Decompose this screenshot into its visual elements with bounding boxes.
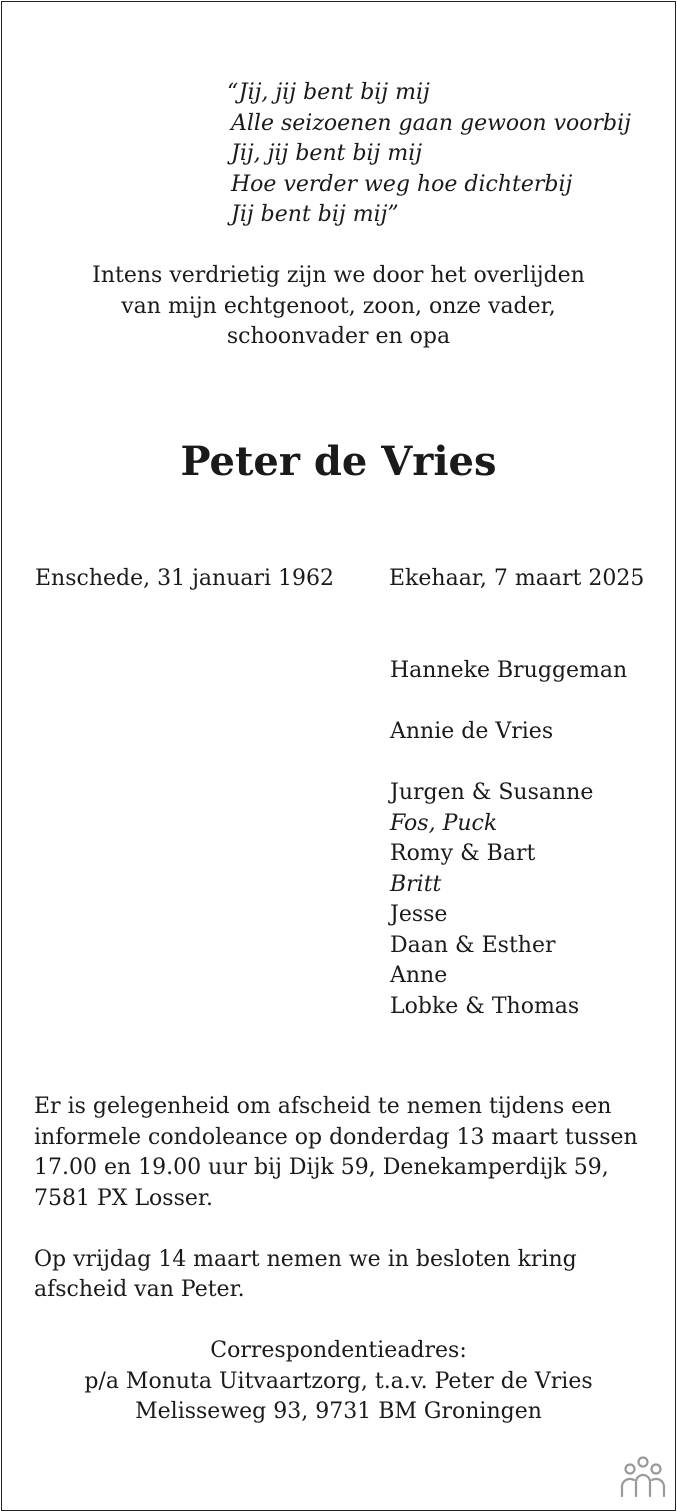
poem-line: Jij, jij bent bij mij bbox=[231, 141, 423, 166]
condolence-line: 17.00 en 19.00 uur bij Dijk 59, Denekamperdijk 59, bbox=[34, 1155, 609, 1180]
intro-text bbox=[0, 261, 677, 353]
people-group-icon bbox=[618, 1456, 668, 1498]
farewell-line: Op vrijdag 14 maart nemen we in besloten kring bbox=[34, 1246, 577, 1272]
death-place-date: Ekehaar, 7 maart 2025 bbox=[389, 566, 645, 591]
spouse-name: Hanneke Bruggeman bbox=[390, 658, 628, 683]
poem-line: Alle seizoenen gaan gewoon voorbij bbox=[231, 110, 631, 136]
poem bbox=[227, 78, 631, 231]
grandchildren: Fos, Puck bbox=[390, 810, 498, 836]
correspondence-address bbox=[0, 1336, 677, 1428]
child-name: Anne bbox=[390, 963, 448, 988]
birth-place-date: Enschede, 31 januari 1962 bbox=[35, 566, 335, 591]
grandchildren: Britt bbox=[390, 871, 442, 897]
intro-line: van mijn echtgenoot, zoon, onze vader, bbox=[121, 293, 556, 319]
ceremony-info bbox=[34, 1092, 638, 1306]
family-list bbox=[390, 656, 627, 1022]
poem-line: Jij bent bij mij” bbox=[231, 202, 399, 227]
deceased-name: Peter de Vries bbox=[180, 438, 497, 485]
child-couple: Daan & Esther bbox=[390, 932, 556, 958]
child-couple: Romy & Bart bbox=[390, 841, 536, 866]
child-couple: Jurgen & Susanne bbox=[390, 780, 594, 805]
intro-line: schoonvader en opa bbox=[226, 324, 451, 349]
condolence-line: 7581 PX Losser. bbox=[34, 1185, 213, 1211]
condolence-line: informele condoleance op donderdag 13 maart tussen bbox=[34, 1124, 638, 1150]
address-line: Correspondentieadres: bbox=[210, 1338, 467, 1363]
address-line: p/a Monuta Uitvaartzorg, t.a.v. Peter de Vries bbox=[84, 1368, 593, 1394]
farewell-line: afscheid van Peter. bbox=[34, 1277, 245, 1302]
mother-name: Annie de Vries bbox=[390, 719, 554, 744]
poem-line: “Jij, jij bent bij mij bbox=[227, 80, 430, 105]
poem-line: Hoe verder weg hoe dichterbij bbox=[231, 171, 573, 197]
child-name: Jesse bbox=[390, 902, 448, 927]
address-line: Melisseweg 93, 9731 BM Groningen bbox=[135, 1399, 542, 1424]
intro-line: Intens verdrietig zijn we door het overlijden bbox=[92, 263, 585, 288]
condolence-line: Er is gelegenheid om afscheid te nemen tijdens een bbox=[34, 1094, 612, 1119]
child-couple: Lobke & Thomas bbox=[390, 993, 580, 1019]
